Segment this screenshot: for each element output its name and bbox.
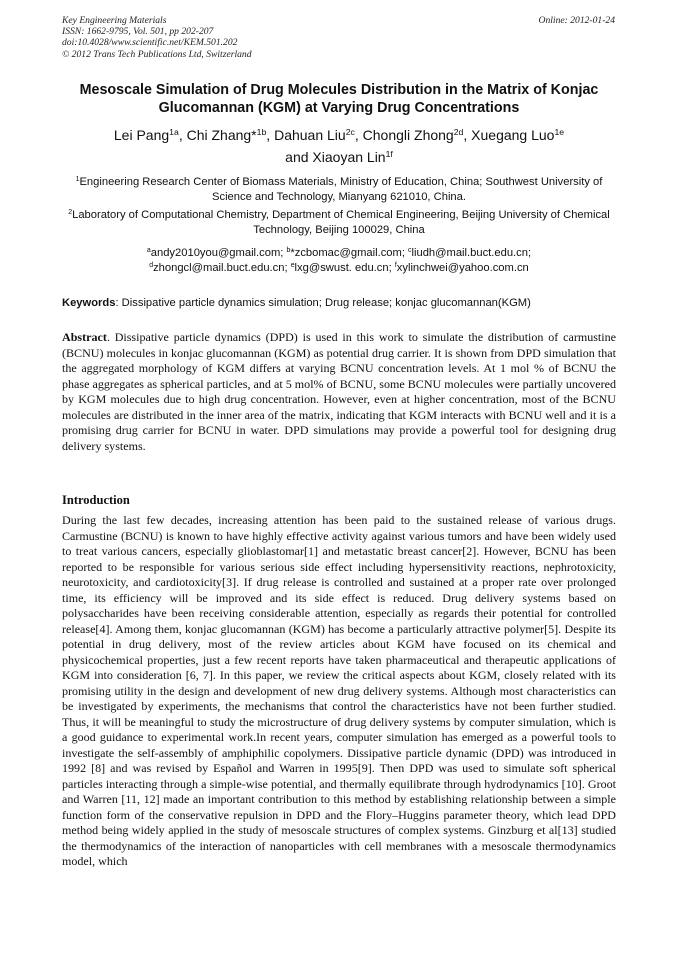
author: Lei Pang$^{1a}$, [113,127,187,143]
email-link[interactable]: andy2010you@gmail.com; [150,247,287,259]
author-list [62,124,616,168]
keywords [62,296,616,310]
online-date: Online: 2012-01-24 [538,15,615,26]
keywords-text: : Dissipative particle dynamics simulation; Drug release; konjac glucomannan(KGM) [115,297,531,309]
author: Chongli Zhong$^{2d}$, [362,127,472,143]
author: and Xiaoyan Lin$^{1f}$ [285,149,393,165]
author: Dahuan Liu$^{2c}$, [274,127,363,143]
author: Chi Zhang*$^{1b}$, [186,127,275,143]
email-link[interactable]: liudh@mail.buct.edu.cn; [411,247,532,259]
paragraph: During the last few decades, increasing attention has been paid to the sustained release of various drugs. Carmustine (BCNU) is known to have highly effective activity against various tumors and have been widely used to treat various cancers, especially glioblastomar[1] and metastatic breast cancer[2]. However, BCNU has been reported to be responsible for various serious side effect including hypersensitivity reactions, nephrotoxicity, neurotoxicity, and cardiotoxicity[3]. If drug release is controlled and sustained at a proper rate over prolonged time, its efficiency will be improved and its side effect is reduced. Drug delivery systems based on polysaccharides have been receiving considerable attention, especially as regards their potential for controlled release[4]. Among them, konjac glucomannan (KGM) has become a particularly attractive polymer[5]. Despite its potential in drug delivery, most of the review articles about KGM have focused on its chemical and physicochemical properties, just a few recent reports have taken pharmaceutical and therapeutic applications of KGM into consideration [6, 7]. In this paper, we review the critical aspects about KGM, closely related with its promising utility in the design and development of new drug delivery systems. Although most characteristics can be investigated by experiments, the mechanisms that control the characteristics have not been further studied. Thus, it will be meaningful to study the microstructure of drug delivery systems by computer simulation, which is a good guidance to experimental work.In recent years, computer simulation has emerged as a powerful tools to investigate the self-assembly of amphiphilic copolymers. Dissipative particle dynamic (DPD) was introduced in 1992 [8] and was revised by Español and Warren in 1995[9]. Then DPD was used to simulate soft spherical particles interacting through a simple-wise potential, and thermally equilibrate through hydrodynamics [10]. Groot and Warren [11, 12] made an important contribution to this method by establishing relationship between a simple function form of the conservative repulsion in DPD and the Flory–Huggins parameter theory, which lead DPD method being widely applied in the study of mesoscale structures of complex systems. Ginzburg et al[13] studied the thermodynamics of the interaction of nanoparticles with cell membranes with a mesoscale thermodynamics model, which [62,513,616,868]
abstract-text: . Dissipative particle dynamics (DPD) is used in this work to simulate the distribution of carmustine (BCNU) molecules in konjac glucomannan (KGM) as potential drug carrier. It is shown from DPD simulation that the aggregated morphology of KGM differs at varying BCNU concentration levels. At 1 mol % of BCNU the phase aggregates as spherical particles, and at 5 mol% of BCNU, some BCNU molecules were partially uncovered by KGM molecules due to high drug concentration. However, even at higher concentration, most of the BCNU molecules are distributed in the inner area of the matrix, indicating that KGM interacts with BCNU well and it is a promising drug carrier for BCNU in water. DPD simulations may provide a powerful tool for designing drug delivery systems. [62,330,616,453]
introduction-body [62,513,616,870]
journal-name: Key Engineering Materials [62,15,167,26]
email-link[interactable]: xylinchwei@yahoo.com.cn [396,261,529,274]
email-link[interactable]: *zcbomac@gmail.com; [290,247,409,259]
email-link[interactable]: lxg@swust. edu.cn; [294,261,395,274]
abstract [62,330,616,454]
paper-title: Mesoscale Simulation of Drug Molecules Distribution in the Matrix of Konjac Glucomannan (KGM) at Varying Drug Concentrations [79,82,599,116]
section-heading-introduction: Introduction [62,493,130,507]
email-link[interactable]: zhongcl@mail.buct.edu.cn; [153,261,291,274]
copyright-line: © 2012 Trans Tech Publications Ltd, Switzerland [62,48,252,60]
affiliation-2: $^2$Laboratory of Computational Chemistry, Department of Chemical Engineering, Beijing University of Chemical Technology, Beijing 100029, China [68,209,610,236]
doi-line: doi:10.4028/www.scientific.net/KEM.501.202 [62,37,238,49]
affiliation-1: $^1$Engineering Research Center of Biomass Materials, Ministry of Education, China; Southwest University of Science and Technology, Mianyang 621010, China. [75,176,603,203]
keywords-label: Keywords [62,297,116,309]
journal-header [62,15,252,60]
author: Xuegang Luo$^{1e}$ [471,127,565,143]
issn-line: ISSN: 1662-9795, Vol. 501, pp 202-207 [62,26,214,38]
abstract-label: Abstract [62,330,107,344]
email-list: $^a$andy2010you@gmail.com; $^b$*zcbomac@gmail.com; $^c$liudh@mail.buct.edu.cn; $^d$zhongcl@mail.buct.edu.cn; $^e$lxg@swust. edu.cn; $^f$xylinchwei@yahoo.com.cn [146,247,532,274]
